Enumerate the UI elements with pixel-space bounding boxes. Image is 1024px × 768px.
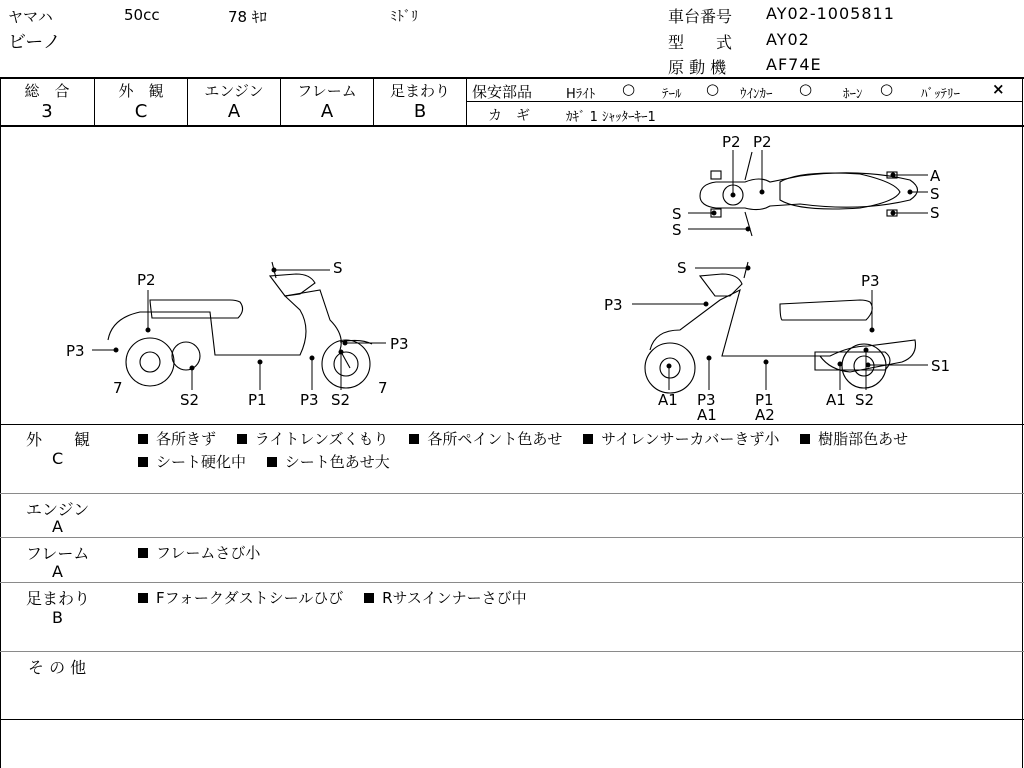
safety-label: 保安部品: [472, 83, 533, 101]
engine-detail-label: エンジン: [26, 500, 90, 519]
diagram-label: P3: [66, 342, 85, 360]
diagram-label: P2: [753, 133, 772, 151]
diagram-label: A1: [826, 391, 846, 409]
diagram-label: S: [672, 205, 682, 223]
diagram-label: P1: [248, 391, 267, 409]
headlight-label: Hﾗｲﾄ: [566, 87, 596, 102]
suspension-items: Fフォークダストシールひび Rサスインナーさび中: [136, 587, 541, 608]
engine-grade: A: [227, 101, 241, 122]
diagram-label: P3: [390, 335, 409, 353]
displacement: 50cc: [124, 6, 160, 24]
bullet-icon: [267, 457, 277, 467]
bullet-icon: [364, 593, 374, 603]
engine-value: AF74E: [766, 55, 822, 74]
diagram-label: S: [333, 259, 343, 277]
diagram-label: A: [930, 167, 941, 185]
other-detail-label: そ の 他: [28, 658, 87, 677]
diagram-label: S: [930, 204, 940, 222]
diagram-label: S: [930, 185, 940, 203]
frame-no: AY02-1005811: [766, 4, 895, 23]
model-name: ビーノ: [8, 32, 61, 53]
diagram-label: P3: [300, 391, 319, 409]
frame-detail-label: フレーム: [26, 544, 90, 563]
diagram-label: P2: [722, 133, 741, 151]
diagram-label: P3: [861, 272, 880, 290]
maker: ヤマハ: [8, 8, 53, 26]
key-value: ｶｷﾞ 1 ｼｬｯﾀｰｷｰ1: [566, 110, 656, 125]
battery-ng-icon: ×: [992, 80, 1005, 98]
diagram-label: A1: [658, 391, 678, 409]
frame-no-label: 車台番号: [668, 7, 733, 26]
diagram-label: 7: [378, 379, 388, 397]
exterior-grade: C: [134, 101, 148, 122]
horn-label: ﾎｰﾝ: [843, 87, 863, 102]
bullet-icon: [138, 593, 148, 603]
diagram-label: S2: [855, 391, 875, 409]
bullet-icon: [138, 548, 148, 558]
diagram-label: S: [677, 259, 687, 277]
diagram-label: A2: [755, 406, 775, 424]
headlight-ok-icon: ○: [622, 80, 636, 98]
battery-label: ﾊﾞｯﾃﾘｰ: [921, 87, 960, 102]
diagram-label: P3: [604, 296, 623, 314]
frame-grade-label: フレーム: [297, 82, 357, 100]
exterior-items-line2: シート硬化中 シート色あせ大: [136, 451, 404, 472]
grade-top-border: [0, 77, 1024, 79]
overall-grade: 3: [41, 101, 53, 122]
suspension-detail-grade: B: [52, 608, 63, 627]
diagram-label: A1: [697, 406, 717, 424]
winker-ok-icon: ○: [799, 80, 813, 98]
exterior-label: 外 観: [118, 82, 164, 100]
frame-grade: A: [320, 101, 334, 122]
diagram-label: S2: [331, 391, 351, 409]
diagram-label: P2: [137, 271, 156, 289]
engine-detail-grade: A: [52, 517, 63, 536]
suspension-detail-label: 足まわり: [26, 589, 91, 608]
winker-label: ｳｲﾝｶｰ: [740, 87, 773, 102]
diagram-label: P1: [755, 391, 774, 409]
right-border: [1022, 77, 1023, 768]
horn-ok-icon: ○: [880, 80, 894, 98]
overall-label: 総 合: [24, 82, 70, 100]
bullet-icon: [800, 434, 810, 444]
tail-label: ﾃｰﾙ: [662, 87, 682, 102]
engine-label: 原 動 機: [668, 58, 727, 77]
bullet-icon: [138, 434, 148, 444]
tail-ok-icon: ○: [706, 80, 720, 98]
key-label: カ ギ: [488, 108, 530, 124]
bullet-icon: [583, 434, 593, 444]
engine-grade-label: エンジン: [204, 82, 264, 100]
color: ﾐﾄﾞﾘ: [390, 9, 418, 25]
exterior-detail-grade: C: [52, 449, 64, 468]
suspension-grade-label: 足まわり: [389, 82, 450, 100]
diagram-label: S: [672, 221, 682, 239]
diagram-label: S1: [931, 357, 951, 375]
diagram-label: S2: [180, 391, 200, 409]
exterior-detail-label: 外 観: [26, 430, 91, 449]
suspension-grade: B: [413, 101, 427, 122]
diagram-label: P3: [697, 391, 716, 409]
type-label: 型 式: [668, 33, 733, 52]
bullet-icon: [409, 434, 419, 444]
exterior-items-line1: 各所きず ライトレンズくもり 各所ペイント色あせ サイレンサーカバーきず小 樹脂部色あせ: [136, 428, 922, 449]
frame-detail-grade: A: [52, 562, 63, 581]
bullet-icon: [138, 457, 148, 467]
diagram-label: 7: [113, 379, 123, 397]
type-value: AY02: [766, 30, 810, 49]
frame-items: フレームさび小: [136, 542, 274, 563]
mileage: 78 ｷﾛ: [228, 8, 267, 26]
bullet-icon: [237, 434, 247, 444]
